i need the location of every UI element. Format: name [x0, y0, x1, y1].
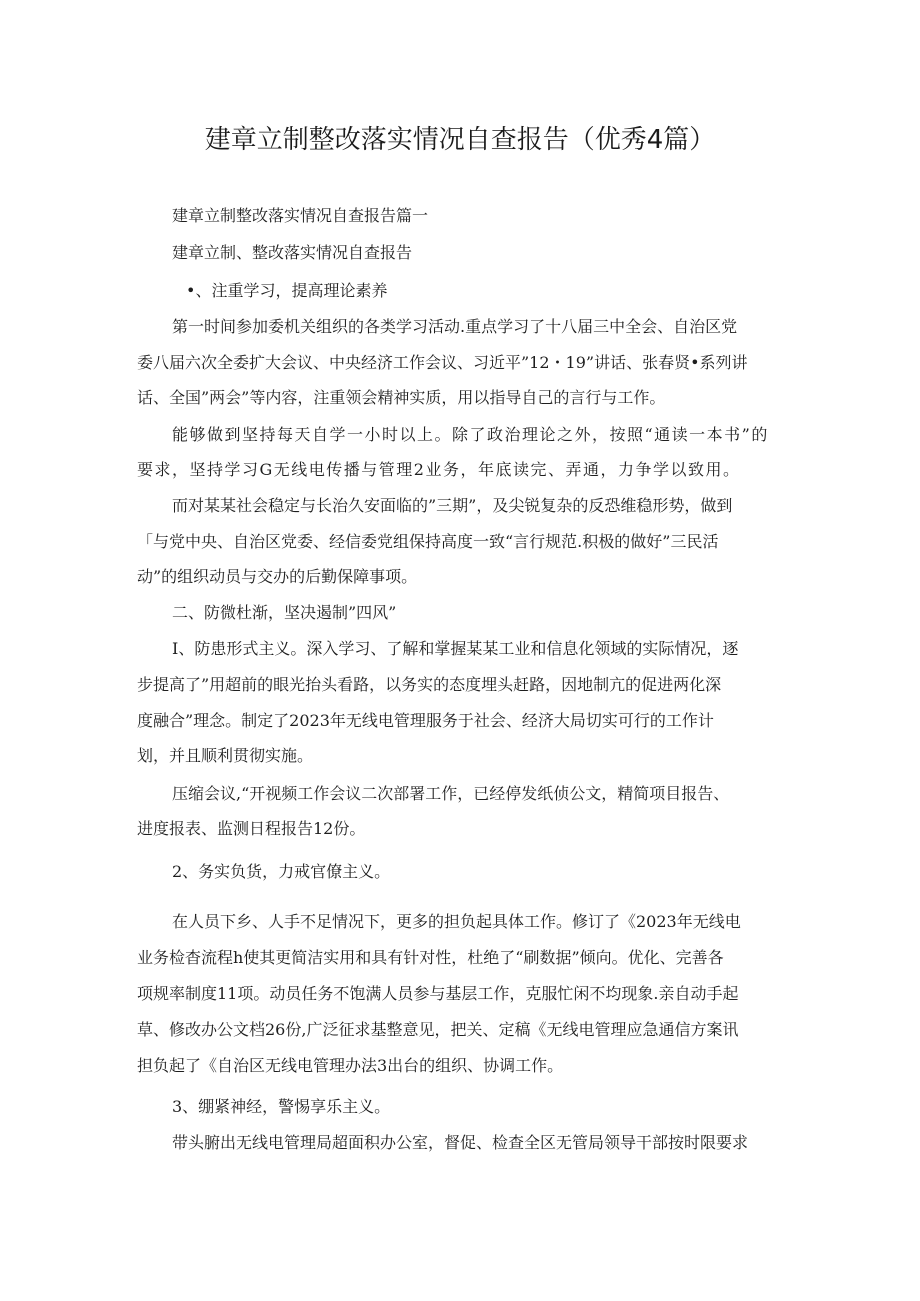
paragraph-line: 委八届六次全委扩大会议、中央经济工作会议、习近平”12・19”讲话、张春贤•系列讲 — [137, 353, 748, 372]
paragraph-line: 压缩会议,“开视频工作会议二次部署工作，已经停发纸侦公文，精简项目报告、 — [172, 784, 730, 803]
paragraph-line: 话、全国”两会”等内容，注重领会精神实质，用以指导自己的言行与工作。 — [137, 388, 666, 407]
paragraph-line: 项规率制度11项。动员任务不饱满人员参与基层工作，克服忙闲不均现象.亲自动手起 — [137, 984, 739, 1003]
paragraph-line: 能够做到坚持每天自学一小时以上。除了政治理论之外，按照“通读一本书”的 — [172, 425, 769, 444]
report-subtitle: 建章立制、整改落实情况自查报告 — [172, 243, 413, 262]
section-heading: 建章立制整改落实情况自查报告篇一 — [172, 206, 429, 225]
paragraph-line: 度融合”理念。制定了2023年无线电管理服务于社会、经济大局切实可行的工作计 — [137, 711, 714, 730]
document-title: 建章立制整改落实情况自查报告（优秀4篇） — [204, 125, 716, 155]
paragraph-line: 步提高了”用超前的眼光抬头看路，以务实的态度埋头赶路，因地制亢的促进两化深 — [137, 675, 722, 694]
paragraph-line: 进度报表、监测日程报告12份。 — [137, 819, 366, 838]
subheading-four-winds: 二、防微杜渐，坚决遏制”四风” — [172, 603, 397, 622]
paragraph-line: 而对某某社会稳定与长治久安面临的”三期”，及尖锐复杂的反恐维稳形势，做到 — [172, 496, 733, 515]
paragraph-line: 划，并且顺利贯彻实施。 — [137, 746, 314, 765]
paragraph-line: 动”的组织动员与交办的后勤保障事项。 — [137, 567, 418, 586]
paragraph-line: 第一时间参加委机关组织的各类学习活动.重点学习了十八届三中全会、自治区党 — [172, 317, 738, 336]
paragraph-line: 担负起了《自治区无线电管理办法3出台的组织、协调工作。 — [137, 1056, 564, 1075]
subheading-bureaucracy: 2、务实负货，力戒官僚主义。 — [172, 862, 391, 881]
paragraph-line: 在人员下乡、人手不足情况下，更多的担负起具体工作。修订了《2023年无线电 — [172, 912, 741, 931]
paragraph-line: 要求，坚持学习G无线电传播与管理2业务，年底读完、弄通，力争学以致用。 — [137, 460, 741, 479]
paragraph-line: 「与党中央、自治区党委、经信委党组保持高度一致“言行规范.积极的做好”三民活 — [137, 532, 719, 551]
paragraph-line: 业务检杳流程h使其更简洁实用和具有针对性，杜绝了“刷数据”倾向。优化、完善各 — [137, 948, 724, 967]
paragraph-line: 草、修改办公文档26份,广泛征求基整意见，把关、定稿《无线电管理应急通信方案讯 — [137, 1020, 739, 1039]
paragraph-line: 带头腑出无线电管理局超面积办公室，督促、检查全区无管局领导干部按时限要求 — [172, 1133, 749, 1152]
paragraph-line: I、防患形式主义。深入学习、了解和掌握某某工业和信息化领域的实际情况，逐 — [172, 639, 739, 658]
subheading-study: •、注重学习，提高理论素养 — [186, 281, 388, 300]
subheading-hedonism: 3、绷紧神经，警惕享乐主义。 — [172, 1097, 391, 1116]
